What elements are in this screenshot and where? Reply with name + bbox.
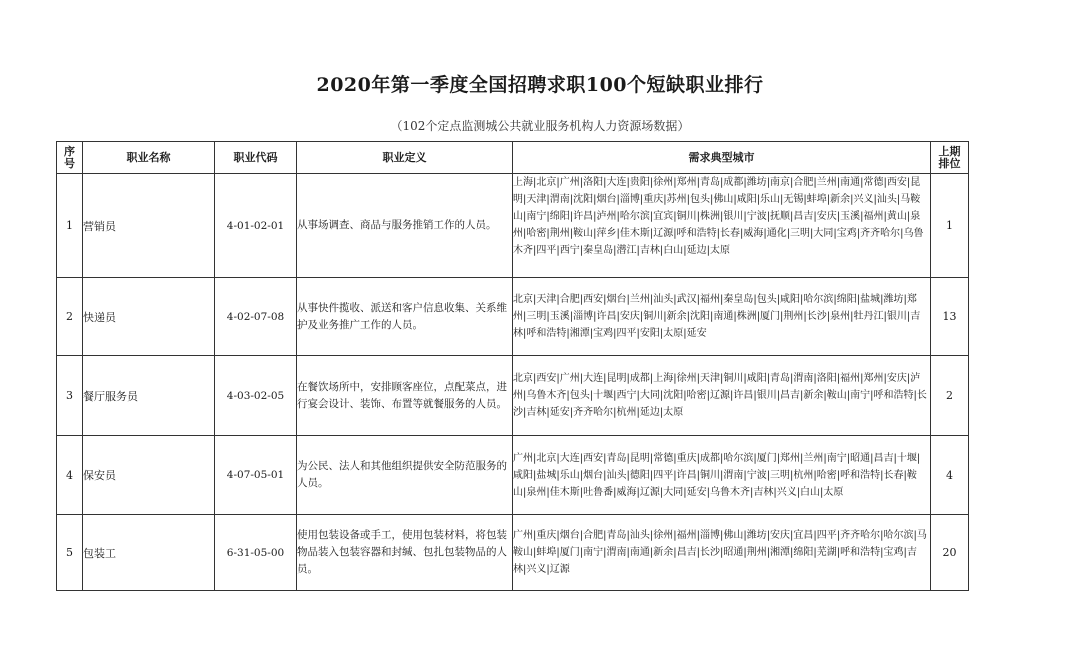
- row-index: 3: [57, 356, 83, 436]
- occupation-code: 4-03-02-05: [215, 356, 297, 436]
- table-row: [57, 515, 969, 591]
- occupation-definition: 使用包装设备或手工，使用包装材料，将包装物品装入包装容器和封缄、包扎包装物品的人员。: [297, 515, 513, 591]
- previous-rank: 20: [931, 515, 969, 591]
- occupation-name: 快递员: [83, 278, 215, 356]
- occupation-name: 保安员: [83, 436, 215, 515]
- previous-rank: 2: [931, 356, 969, 436]
- demand-cities: 广州|重庆|烟台|合肥|青岛|汕头|徐州|福州|淄博|佛山|潍坊|安庆|宜昌|四平|齐齐哈尔|哈尔滨|马鞍山|蚌埠|厦门|南宁|渭南|南通|新余|昌吉|长沙|昭通|荆州|湘潭|绵阳|芜湖|呼和浩特|宝鸡|吉林|兴义|辽源: [513, 515, 931, 591]
- occupation-code: 6-31-05-00: [215, 515, 297, 591]
- occupation-name: 餐厅服务员: [83, 356, 215, 436]
- demand-cities: 上海|北京|广州|洛阳|大连|贵阳|徐州|郑州|青岛|成都|潍坊|南京|合肥|兰州|南通|常德|西安|昆明|天津|渭南|沈阳|烟台|淄博|重庆|苏州|包头|佛山|咸阳|乐山|无锡|蚌埠|新余|兴义|汕头|马鞍山|南宁|绵阳|许昌|泸州|哈尔滨|宜宾|铜川|株洲|银川|宁波|抚顺|昌吉|安庆|玉溪|福州|黄山|泉州|哈密|荆州|鞍山|萍乡|佳木斯|辽源|呼和浩特|长春|威海|通化|三明|大同|宝鸡|齐齐哈尔|乌鲁木齐|四平|西宁|秦皇岛|潜江|吉林|白山|延边|太原: [513, 177, 924, 256]
- header-definition: 职业定义: [297, 142, 513, 174]
- occupation-definition: 从事场调查、商品与服务推销工作的人员。: [297, 174, 513, 278]
- shortage-occupation-table: [56, 141, 969, 591]
- page-subtitle: （102个定点监测城公共就业服务机构人力资源场数据）: [390, 119, 690, 133]
- table-row: [57, 436, 969, 515]
- occupation-code: 4-07-05-01: [215, 436, 297, 515]
- occupation-definition: 在餐饮场所中，安排顾客座位，点配菜点，进行宴会设计、装饰、布置等就餐服务的人员。: [297, 356, 513, 436]
- occupation-code: 4-02-07-08: [215, 278, 297, 356]
- row-index: 4: [57, 436, 83, 515]
- occupation-definition: 从事快件揽收、派送和客户信息收集、关系维护及业务推广工作的人员。: [297, 278, 513, 356]
- occupation-name: 包装工: [83, 515, 215, 591]
- header-code: 职业代码: [215, 142, 297, 174]
- table-row: [57, 356, 969, 436]
- row-index: 5: [57, 515, 83, 591]
- header-index: 序号: [57, 142, 83, 174]
- occupation-name: 营销员: [83, 174, 215, 278]
- header-name: 职业名称: [83, 142, 215, 174]
- table-header-row: [57, 142, 969, 174]
- header-cities: 需求典型城市: [513, 142, 931, 174]
- table-row: [57, 174, 969, 278]
- row-index: 2: [57, 278, 83, 356]
- occupation-code: 4-01-02-01: [215, 174, 297, 278]
- table-row: [57, 278, 969, 356]
- demand-cities: 北京|西安|广州|大连|昆明|成都|上海|徐州|天津|铜川|咸阳|青岛|渭南|洛阳|福州|郑州|安庆|泸州|乌鲁木齐|包头|十堰|西宁|大同|沈阳|哈密|辽源|许昌|银川|昌吉|新余|鞍山|南宁|呼和浩特|长沙|吉林|延安|齐齐哈尔|杭州|延边|太原: [513, 356, 931, 436]
- previous-rank: 13: [931, 278, 969, 356]
- previous-rank: 4: [931, 436, 969, 515]
- row-index: 1: [57, 174, 83, 278]
- previous-rank: 1: [931, 174, 969, 278]
- demand-cities: 广州|北京|大连|西安|青岛|昆明|常德|重庆|成都|哈尔滨|厦门|郑州|兰州|南宁|昭通|昌吉|十堰|咸阳|盐城|乐山|烟台|汕头|德阳|四平|许昌|铜川|渭南|宁波|三明|杭州|哈密|呼和浩特|长春|鞍山|泉州|佳木斯|吐鲁番|威海|辽源|大同|延安|乌鲁木齐|吉林|兴义|白山|太原: [513, 436, 931, 515]
- page-title: 2020年第一季度全国招聘求职100个短缺职业排行: [316, 74, 764, 96]
- occupation-definition: 为公民、法人和其他组织提供安全防范服务的人员。: [297, 436, 513, 515]
- demand-cities: 北京|天津|合肥|西安|烟台|兰州|汕头|武汉|福州|秦皇岛|包头|咸阳|哈尔滨|绵阳|盐城|潍坊|郑州|三明|玉溪|淄博|许昌|安庆|铜川|新余|沈阳|南通|株洲|厦门|荆州|长沙|泉州|牡丹江|银川|吉林|呼和浩特|湘潭|宝鸡|四平|安阳|太原|延安: [513, 278, 931, 356]
- header-prev-rank: 上期排位: [931, 142, 969, 174]
